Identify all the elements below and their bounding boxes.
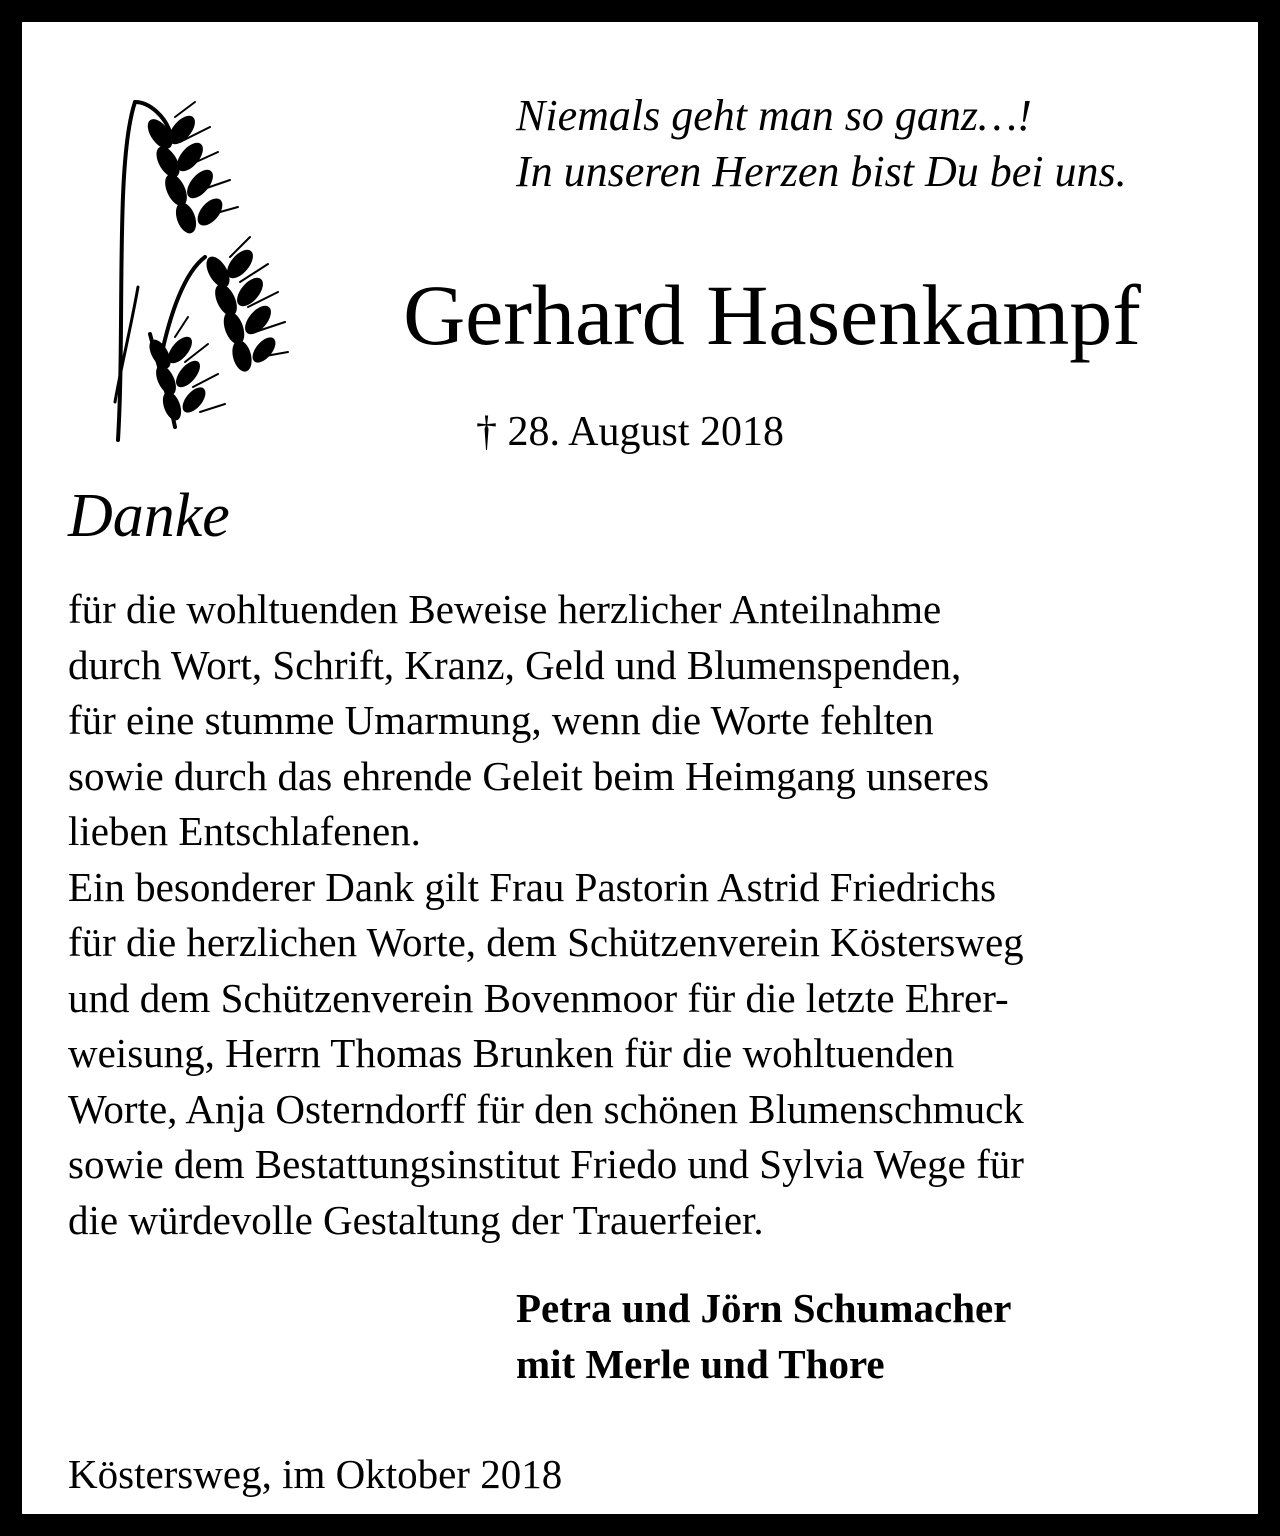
place-date: Köstersweg, im Oktober 2018 [68,1451,563,1497]
message-line: sowie dem Bestattungsinstitut Friedo und Sylvia Wege für [68,1141,1024,1187]
motto-line-2: In unseren Herzen bist Du bei uns. [516,147,1127,196]
message-line: lieben Entschlafenen. [68,808,421,854]
message-line: für die wohltuenden Beweise herzlicher Anteilnahme [68,586,942,632]
message-line: Ein besonderer Dank gilt Frau Pastorin Astrid Friedrichs [68,863,997,910]
thanks-heading: Danke [68,482,230,550]
message-line: für eine stumme Umarmung, wenn die Worte fehlten [68,697,934,743]
message-line: weisung, Herrn Thomas Brunken für die wohltuenden [68,1030,955,1076]
wheat-ears-icon [90,72,310,472]
motto-line-1: Niemals geht man so ganz…! [516,91,1032,140]
message-line: für die herzlichen Worte, dem Schützenverein Köstersweg [68,919,1024,965]
signature-line-1: Petra und Jörn Schumacher [516,1285,1012,1331]
signature-line-2: mit Merle und Thore [516,1341,885,1387]
message-line: Worte, Anja Osterndorff für den schönen Blumenschmuck [68,1085,1024,1132]
message-line: durch Wort, Schrift, Kranz, Geld und Blumenspenden, [68,641,962,688]
death-date: † 28. August 2018 [475,409,785,455]
message-line: und dem Schützenverein Bovenmoor für die letzte Ehrer- [68,974,1009,1021]
message-line: die würdevolle Gestaltung der Trauerfeier. [68,1196,764,1243]
thanks-message [68,582,1248,1248]
message-line: sowie durch das ehrende Geleit beim Heimgang unseres [68,752,990,799]
motto [516,88,1236,200]
signature [516,1280,1011,1392]
deceased-name: Gerhard Hasenkampf [403,267,1141,363]
